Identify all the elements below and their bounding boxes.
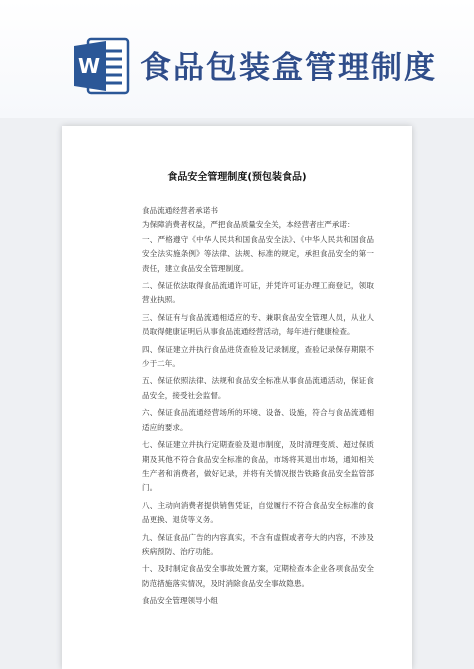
document-paragraph: 六、保证食品流通经营场所的环境、设备、设施，符合与食品流通相适应的要求。 (142, 408, 374, 432)
document-paragraph: 二、保证依法取得食品流通许可证，并凭许可证办理工商登记，领取营业执照。 (142, 281, 374, 305)
document-paragraph: 食品流通经营者承诺书 (142, 206, 218, 215)
document-page (62, 126, 412, 669)
document-paragraph: 一、严格遵守《中华人民共和国食品安全法》、《中华人民共和国食品安全法实施条例》等法律、法规、标准的规定，承担食品安全的第一责任，建立食品安全管理制度。 (142, 234, 374, 273)
document-paragraph: 五、保证依照法律、法规和食品安全标准从事食品流通活动，保证食品安全，接受社会监督。 (142, 376, 374, 400)
word-icon-letter: W (77, 54, 101, 78)
page-title: 食品包装盒管理制度 (140, 50, 437, 86)
document-paragraph: 三、保证有与食品流通相适应的专、兼职食品安全管理人员，从业人员取得健康证明后从事食品流通经营活动，每年进行健康检查。 (142, 312, 374, 337)
document-body (142, 204, 374, 609)
document-paragraph: 九、保证食品广告的内容真实，不含有虚假或者夸大的内容，不涉及疾病预防、治疗功能。 (142, 532, 374, 556)
document-title: 食品安全管理制度(预包装食品) (167, 172, 307, 183)
banner (0, 0, 474, 118)
document-paragraph: 四、保证建立并执行食品进货查验及记录制度，查验记录保存期限不少于二年。 (142, 344, 374, 369)
document-paragraph: 七、保证建立并执行定期查验及退市制度，及时清理变质、超过保质期及其他不符合食品安全标准的食品，市场将其退出市场，通知相关生产者和消费者，做好记录，并将有关情况报告铁路食品安全监管部门。 (142, 440, 374, 493)
document-paragraph: 八、主动向消费者提供销售凭证，自觉履行不符合食品安全标准的食品更换、退货等义务。 (142, 500, 374, 525)
document-paragraph: 十、及时制定食品安全事故处置方案，定期检查本企业各项食品安全防范措施落实情况，及时消除食品安全事故隐患。 (142, 564, 374, 588)
document-signature: 食品安全管理领导小组 (142, 596, 218, 606)
document-paragraph: 为保障消费者权益，严把食品质量安全关，本经营者庄严承诺： (142, 220, 355, 230)
word-document-icon (72, 37, 130, 95)
